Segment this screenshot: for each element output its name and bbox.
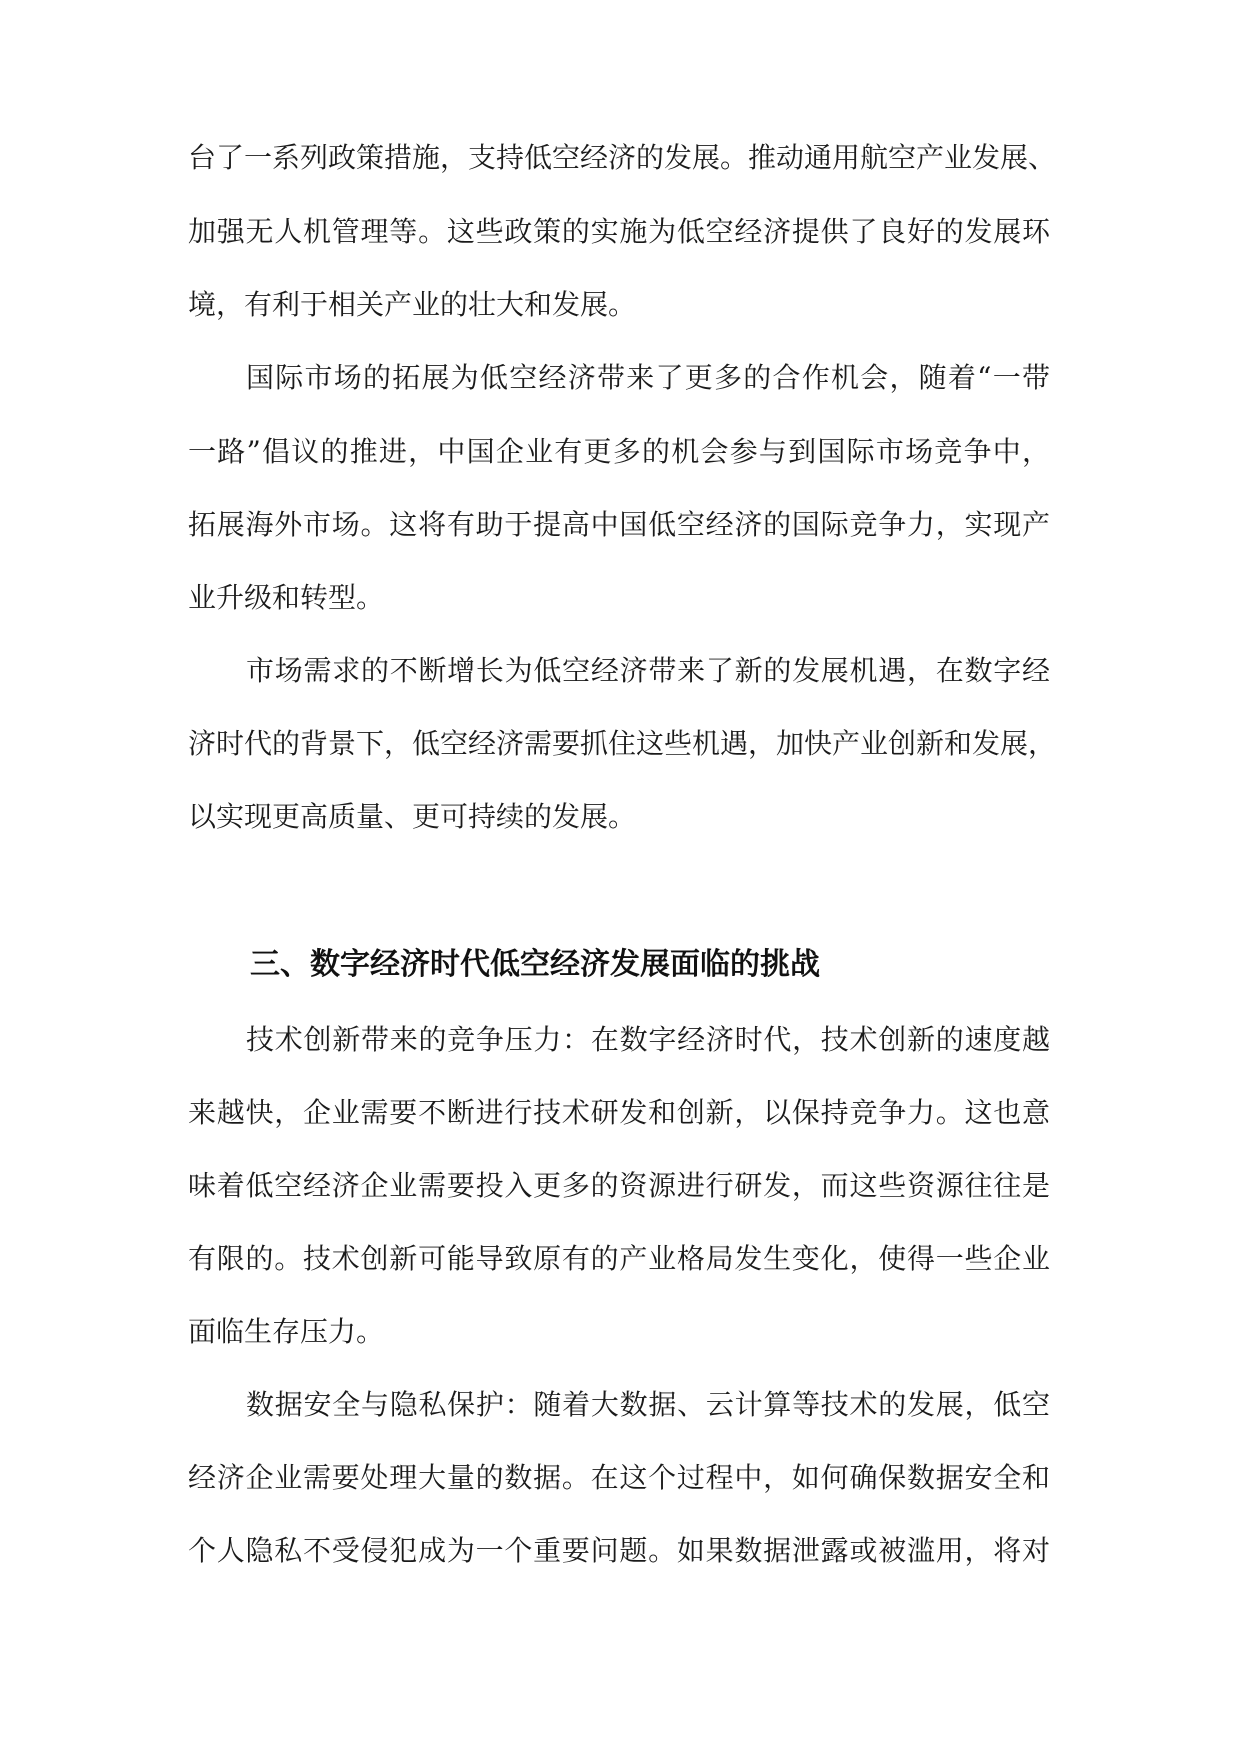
paragraph-4-line-5: 面临生存压力。 [188,1315,385,1348]
paragraph-1-line-2: 加强无人机管理等。这些政策的实施为低空经济提供了良好的发展环 [188,215,1050,248]
paragraph-3-line-3: 以实现更高质量、更可持续的发展。 [188,800,637,833]
paragraph-2-line-3: 拓展海外市场。这将有助于提高中国低空经济的国际竞争力，实现产 [188,508,1050,541]
paragraph-3-line-2: 济时代的背景下，低空经济需要抓住这些机遇，加快产业创新和发展， [188,727,1057,760]
paragraph-4-line-1: 技术创新带来的竞争压力：在数字经济时代，技术创新的速度越 [246,1023,1050,1056]
paragraph-5-line-1: 数据安全与隐私保护：随着大数据、云计算等技术的发展，低空 [246,1388,1050,1421]
paragraph-3-line-1: 市场需求的不断增长为低空经济带来了新的发展机遇，在数字经 [246,654,1050,687]
paragraph-2-line-2: 一路”倡议的推进，中国企业有更多的机会参与到国际市场竞争中， [188,435,1050,468]
paragraph-4-line-3: 味着低空经济企业需要投入更多的资源进行研发，而这些资源往往是 [188,1169,1050,1202]
paragraph-1-line-3: 境，有利于相关产业的壮大和发展。 [188,288,637,321]
paragraph-5-line-3: 个人隐私不受侵犯成为一个重要问题。如果数据泄露或被滥用，将对 [188,1534,1050,1567]
paragraph-4-line-4: 有限的。技术创新可能导致原有的产业格局发生变化，使得一些企业 [188,1242,1050,1275]
paragraph-2-line-4: 业升级和转型。 [188,581,385,614]
paragraph-4-line-2: 来越快，企业需要不断进行技术研发和创新，以保持竞争力。这也意 [188,1096,1050,1129]
paragraph-1-line-1: 台了一系列政策措施，支持低空经济的发展。推动通用航空产业发展、 [188,141,1057,174]
paragraph-2-line-1: 国际市场的拓展为低空经济带来了更多的合作机会，随着“一带 [246,361,1050,394]
paragraph-5-line-2: 经济企业需要处理大量的数据。在这个过程中，如何确保数据安全和 [188,1461,1050,1494]
section-heading: 三、数字经济时代低空经济发展面临的挑战 [250,947,820,982]
